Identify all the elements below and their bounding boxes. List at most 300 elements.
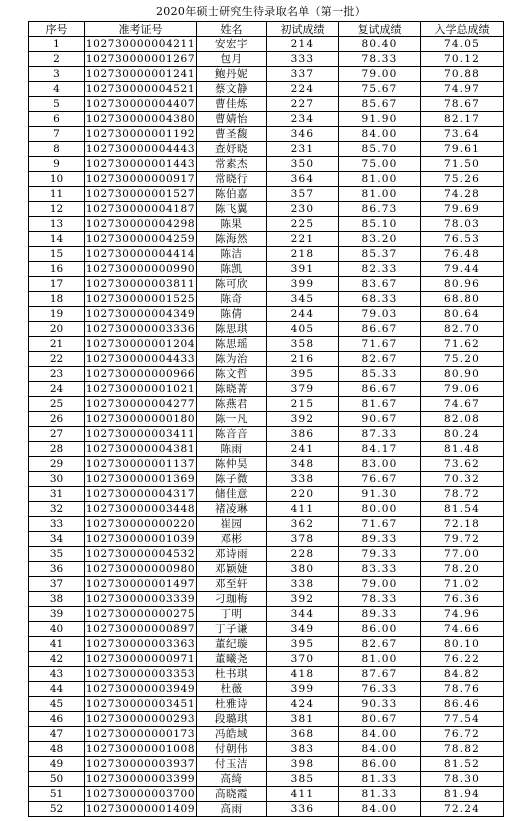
cell-index: 8 [29, 142, 85, 157]
cell-preliminary-score: 395 [267, 367, 339, 382]
cell-preliminary-score: 424 [267, 697, 339, 712]
table-row [29, 757, 504, 772]
table-row [29, 112, 504, 127]
cell-preliminary-score: 333 [267, 52, 339, 67]
cell-preliminary-score: 244 [267, 307, 339, 322]
cell-preliminary-score: 218 [267, 247, 339, 262]
cell-name: 陈子微 [197, 472, 267, 487]
cell-name: 曹圣馥 [197, 127, 267, 142]
cell-exam-number: 102730000000897 [85, 622, 196, 635]
cell-preliminary-score: 216 [267, 352, 339, 367]
cell-name: 蔡文静 [197, 82, 267, 97]
cell-total-score: 82.70 [421, 322, 504, 337]
cell-exam-number: 102730000004317 [85, 487, 196, 500]
cell-retest-score: 85.67 [339, 97, 421, 112]
cell-name: 曹婧怡 [197, 112, 267, 127]
cell-retest-score: 84.00 [339, 802, 421, 817]
cell-total-score: 78.82 [421, 742, 504, 757]
cell-preliminary-score: 398 [267, 757, 339, 772]
cell-name: 陈思琪 [197, 322, 267, 337]
table-row [29, 487, 504, 502]
cell-total-score: 71.02 [421, 577, 504, 592]
cell-index: 42 [29, 652, 85, 667]
cell-index: 10 [29, 172, 85, 187]
cell-index: 35 [29, 547, 85, 562]
cell-total-score: 80.64 [421, 307, 504, 322]
cell-retest-score: 89.33 [339, 532, 421, 547]
cell-preliminary-score: 405 [267, 322, 339, 337]
cell-name: 付朝伟 [197, 742, 267, 757]
table-row [29, 307, 504, 322]
header-retest-score: 复试成绩 [339, 22, 421, 37]
table-row [29, 82, 504, 97]
cell-preliminary-score: 418 [267, 667, 339, 682]
cell-exam-number: 102730000001241 [85, 67, 196, 80]
cell-preliminary-score: 385 [267, 772, 339, 787]
cell-exam-number: 102730000004211 [85, 37, 196, 50]
cell-total-score: 84.82 [421, 667, 504, 682]
cell-exam-number: 102730000004349 [85, 307, 196, 320]
cell-name: 丁明 [197, 607, 267, 622]
cell-retest-score: 79.00 [339, 67, 421, 82]
cell-retest-score: 81.00 [339, 172, 421, 187]
cell-retest-score: 81.00 [339, 652, 421, 667]
table-row [29, 352, 504, 367]
cell-index: 2 [29, 52, 85, 67]
cell-index: 20 [29, 322, 85, 337]
cell-total-score: 78.76 [421, 682, 504, 697]
cell-exam-number: 102730000004298 [85, 217, 196, 230]
cell-preliminary-score: 225 [267, 217, 339, 232]
cell-total-score: 82.08 [421, 412, 504, 427]
cell-name: 董纪璇 [197, 637, 267, 652]
cell-name: 陈飞翼 [197, 202, 267, 217]
table-row [29, 382, 504, 397]
cell-total-score: 79.72 [421, 532, 504, 547]
cell-name: 陈思瑶 [197, 337, 267, 352]
cell-total-score: 80.24 [421, 427, 504, 442]
cell-name: 邓至轩 [197, 577, 267, 592]
cell-total-score: 75.26 [421, 172, 504, 187]
cell-exam-number: 102730000004187 [85, 202, 196, 215]
cell-name: 冯皓域 [197, 727, 267, 742]
cell-exam-number: 102730000000966 [85, 367, 196, 380]
cell-retest-score: 81.33 [339, 787, 421, 802]
cell-total-score: 70.32 [421, 472, 504, 487]
cell-index: 31 [29, 487, 85, 502]
cell-name: 陈音音 [197, 427, 267, 442]
admission-table [28, 21, 504, 817]
cell-name: 邓诗雨 [197, 547, 267, 562]
table-row [29, 187, 504, 202]
cell-preliminary-score: 357 [267, 187, 339, 202]
cell-retest-score: 85.37 [339, 247, 421, 262]
table-row [29, 262, 504, 277]
table-row [29, 787, 504, 802]
cell-exam-number: 102730000001021 [85, 382, 196, 395]
cell-retest-score: 71.67 [339, 337, 421, 352]
cell-exam-number: 102730000001204 [85, 337, 196, 350]
cell-preliminary-score: 345 [267, 292, 339, 307]
cell-total-score: 76.22 [421, 652, 504, 667]
cell-preliminary-score: 349 [267, 622, 339, 637]
cell-retest-score: 86.67 [339, 382, 421, 397]
cell-exam-number: 102730000004532 [85, 547, 196, 560]
table-row [29, 127, 504, 142]
cell-preliminary-score: 383 [267, 742, 339, 757]
table-row [29, 592, 504, 607]
cell-name: 陈燕君 [197, 397, 267, 412]
cell-index: 7 [29, 127, 85, 142]
cell-index: 40 [29, 622, 85, 637]
cell-index: 45 [29, 697, 85, 712]
cell-preliminary-score: 399 [267, 682, 339, 697]
table-row [29, 667, 504, 682]
cell-exam-number: 102730000003811 [85, 277, 196, 290]
cell-index: 15 [29, 247, 85, 262]
cell-retest-score: 80.67 [339, 712, 421, 727]
cell-retest-score: 75.67 [339, 82, 421, 97]
cell-retest-score: 84.00 [339, 727, 421, 742]
cell-preliminary-score: 391 [267, 262, 339, 277]
cell-total-score: 74.28 [421, 187, 504, 202]
cell-total-score: 74.97 [421, 82, 504, 97]
cell-index: 19 [29, 307, 85, 322]
header-name: 姓名 [197, 22, 267, 37]
table-row [29, 442, 504, 457]
cell-name: 陈可欣 [197, 277, 267, 292]
document-title: 2020年硕士研究生待录取名单（第一批） [156, 5, 366, 18]
cell-preliminary-score: 350 [267, 157, 339, 172]
cell-preliminary-score: 411 [267, 787, 339, 802]
table-row [29, 247, 504, 262]
cell-exam-number: 102730000004259 [85, 232, 196, 245]
cell-total-score: 76.72 [421, 727, 504, 742]
cell-retest-score: 85.33 [339, 367, 421, 382]
cell-exam-number: 102730000000971 [85, 652, 196, 665]
table-header-row [29, 22, 504, 37]
cell-preliminary-score: 337 [267, 67, 339, 82]
cell-preliminary-score: 362 [267, 517, 339, 532]
cell-exam-number: 102730000003336 [85, 322, 196, 335]
cell-index: 28 [29, 442, 85, 457]
cell-retest-score: 81.67 [339, 397, 421, 412]
cell-preliminary-score: 368 [267, 727, 339, 742]
cell-total-score: 78.30 [421, 772, 504, 787]
cell-index: 46 [29, 712, 85, 727]
cell-index: 11 [29, 187, 85, 202]
table-row [29, 322, 504, 337]
cell-total-score: 79.69 [421, 202, 504, 217]
cell-exam-number: 102730000001137 [85, 457, 196, 470]
cell-retest-score: 79.03 [339, 307, 421, 322]
cell-retest-score: 86.67 [339, 322, 421, 337]
cell-exam-number: 102730000000990 [85, 262, 196, 275]
cell-name: 丁子谦 [197, 622, 267, 637]
cell-exam-number: 102730000001443 [85, 157, 196, 170]
cell-preliminary-score: 364 [267, 172, 339, 187]
cell-retest-score: 83.20 [339, 232, 421, 247]
cell-name: 陈仲昊 [197, 457, 267, 472]
cell-name: 查妤晓 [197, 142, 267, 157]
cell-preliminary-score: 231 [267, 142, 339, 157]
cell-exam-number: 102730000000220 [85, 517, 196, 530]
cell-total-score: 80.96 [421, 277, 504, 292]
cell-retest-score: 78.33 [339, 592, 421, 607]
cell-preliminary-score: 227 [267, 97, 339, 112]
cell-exam-number: 102730000000173 [85, 727, 196, 740]
cell-exam-number: 102730000000275 [85, 607, 196, 620]
cell-retest-score: 68.33 [339, 292, 421, 307]
cell-index: 29 [29, 457, 85, 472]
cell-index: 41 [29, 637, 85, 652]
cell-exam-number: 102730000001369 [85, 472, 196, 485]
cell-exam-number: 102730000003700 [85, 787, 196, 800]
cell-index: 33 [29, 517, 85, 532]
table-row [29, 67, 504, 82]
cell-name: 付玉洁 [197, 757, 267, 772]
cell-name: 董曦尧 [197, 652, 267, 667]
table-row [29, 412, 504, 427]
table-row [29, 337, 504, 352]
cell-preliminary-score: 380 [267, 562, 339, 577]
cell-name: 包月 [197, 52, 267, 67]
cell-retest-score: 83.67 [339, 277, 421, 292]
cell-total-score: 70.12 [421, 52, 504, 67]
cell-retest-score: 84.00 [339, 742, 421, 757]
table-body [29, 37, 504, 817]
cell-preliminary-score: 392 [267, 412, 339, 427]
cell-total-score: 76.53 [421, 232, 504, 247]
table-row [29, 52, 504, 67]
cell-name: 陈洁 [197, 247, 267, 262]
cell-preliminary-score: 399 [267, 277, 339, 292]
cell-total-score: 74.67 [421, 397, 504, 412]
cell-exam-number: 102730000000180 [85, 412, 196, 425]
cell-retest-score: 78.33 [339, 52, 421, 67]
cell-preliminary-score: 346 [267, 127, 339, 142]
cell-preliminary-score: 348 [267, 457, 339, 472]
cell-index: 25 [29, 397, 85, 412]
cell-index: 50 [29, 772, 85, 787]
cell-index: 38 [29, 592, 85, 607]
cell-exam-number: 102730000001409 [85, 802, 196, 815]
cell-index: 22 [29, 352, 85, 367]
cell-total-score: 81.48 [421, 442, 504, 457]
cell-index: 39 [29, 607, 85, 622]
cell-exam-number: 102730000004414 [85, 247, 196, 260]
cell-total-score: 81.54 [421, 502, 504, 517]
cell-total-score: 72.18 [421, 517, 504, 532]
cell-exam-number: 102730000004380 [85, 112, 196, 125]
cell-name: 常晓行 [197, 172, 267, 187]
table-row [29, 217, 504, 232]
cell-retest-score: 82.67 [339, 637, 421, 652]
cell-name: 邓彬 [197, 532, 267, 547]
cell-retest-score: 89.33 [339, 607, 421, 622]
cell-total-score: 78.03 [421, 217, 504, 232]
cell-preliminary-score: 338 [267, 577, 339, 592]
cell-preliminary-score: 215 [267, 397, 339, 412]
table-row [29, 772, 504, 787]
cell-exam-number: 102730000003451 [85, 697, 196, 710]
cell-retest-score: 81.33 [339, 772, 421, 787]
cell-retest-score: 76.33 [339, 682, 421, 697]
cell-name: 杜书琪 [197, 667, 267, 682]
header-preliminary-score: 初试成绩 [267, 22, 339, 37]
cell-index: 34 [29, 532, 85, 547]
cell-exam-number: 102730000003448 [85, 502, 196, 515]
cell-total-score: 70.88 [421, 67, 504, 82]
cell-exam-number: 102730000001008 [85, 742, 196, 755]
cell-exam-number: 102730000000980 [85, 562, 196, 575]
cell-exam-number: 102730000001525 [85, 292, 196, 305]
table-row [29, 802, 504, 817]
cell-total-score: 73.64 [421, 127, 504, 142]
cell-retest-score: 79.33 [339, 547, 421, 562]
cell-total-score: 79.06 [421, 382, 504, 397]
cell-exam-number: 102730000004277 [85, 397, 196, 410]
cell-index: 37 [29, 577, 85, 592]
cell-total-score: 82.17 [421, 112, 504, 127]
cell-index: 44 [29, 682, 85, 697]
cell-preliminary-score: 392 [267, 592, 339, 607]
cell-preliminary-score: 379 [267, 382, 339, 397]
cell-retest-score: 87.67 [339, 667, 421, 682]
cell-retest-score: 86.00 [339, 622, 421, 637]
cell-retest-score: 90.67 [339, 412, 421, 427]
table-row [29, 142, 504, 157]
cell-exam-number: 102730000003339 [85, 592, 196, 605]
cell-name: 陈果 [197, 217, 267, 232]
cell-preliminary-score: 395 [267, 637, 339, 652]
cell-index: 47 [29, 727, 85, 742]
cell-retest-score: 80.40 [339, 37, 421, 52]
table-row [29, 202, 504, 217]
table-row [29, 547, 504, 562]
table-row [29, 682, 504, 697]
cell-preliminary-score: 386 [267, 427, 339, 442]
cell-preliminary-score: 224 [267, 82, 339, 97]
table-row [29, 367, 504, 382]
cell-retest-score: 86.73 [339, 202, 421, 217]
table-row [29, 607, 504, 622]
cell-exam-number: 102730000001267 [85, 52, 196, 65]
table-row [29, 517, 504, 532]
cell-retest-score: 76.67 [339, 472, 421, 487]
cell-name: 陈伯嘉 [197, 187, 267, 202]
cell-preliminary-score: 234 [267, 112, 339, 127]
cell-retest-score: 91.30 [339, 487, 421, 502]
cell-index: 1 [29, 37, 85, 52]
cell-index: 48 [29, 742, 85, 757]
cell-retest-score: 82.67 [339, 352, 421, 367]
cell-name: 陈倩 [197, 307, 267, 322]
cell-preliminary-score: 411 [267, 502, 339, 517]
cell-name: 高雨 [197, 802, 267, 817]
cell-retest-score: 81.00 [339, 187, 421, 202]
cell-index: 13 [29, 217, 85, 232]
table-row [29, 652, 504, 667]
cell-total-score: 77.00 [421, 547, 504, 562]
cell-preliminary-score: 344 [267, 607, 339, 622]
cell-total-score: 81.94 [421, 787, 504, 802]
cell-total-score: 76.48 [421, 247, 504, 262]
cell-total-score: 78.72 [421, 487, 504, 502]
table-row [29, 232, 504, 247]
cell-index: 26 [29, 412, 85, 427]
cell-name: 高晓霞 [197, 787, 267, 802]
cell-exam-number: 102730000001192 [85, 127, 196, 140]
table-row [29, 277, 504, 292]
table-row [29, 577, 504, 592]
table-row [29, 427, 504, 442]
table-row [29, 97, 504, 112]
cell-exam-number: 102730000004407 [85, 97, 196, 110]
table-row [29, 157, 504, 172]
cell-exam-number: 102730000003353 [85, 667, 196, 680]
cell-index: 43 [29, 667, 85, 682]
cell-name: 安宏宇 [197, 37, 267, 52]
cell-name: 储佳意 [197, 487, 267, 502]
cell-name: 崔园 [197, 517, 267, 532]
cell-total-score: 76.36 [421, 592, 504, 607]
cell-exam-number: 102730000004443 [85, 142, 196, 155]
table-row [29, 532, 504, 547]
cell-retest-score: 85.10 [339, 217, 421, 232]
cell-index: 16 [29, 262, 85, 277]
cell-total-score: 81.52 [421, 757, 504, 772]
cell-preliminary-score: 358 [267, 337, 339, 352]
cell-index: 21 [29, 337, 85, 352]
cell-retest-score: 75.00 [339, 157, 421, 172]
cell-retest-score: 87.33 [339, 427, 421, 442]
cell-index: 51 [29, 787, 85, 802]
cell-exam-number: 102730000001497 [85, 577, 196, 590]
cell-exam-number: 102730000000293 [85, 712, 196, 725]
cell-name: 陈为治 [197, 352, 267, 367]
cell-exam-number: 102730000003363 [85, 637, 196, 650]
cell-index: 3 [29, 67, 85, 82]
cell-total-score: 73.62 [421, 457, 504, 472]
cell-total-score: 68.80 [421, 292, 504, 307]
cell-total-score: 77.54 [421, 712, 504, 727]
cell-name: 段璐琪 [197, 712, 267, 727]
cell-name: 陈一凡 [197, 412, 267, 427]
table-row [29, 712, 504, 727]
cell-preliminary-score: 228 [267, 547, 339, 562]
cell-name: 鲍丹妮 [197, 67, 267, 82]
cell-index: 5 [29, 97, 85, 112]
cell-index: 27 [29, 427, 85, 442]
cell-retest-score: 83.00 [339, 457, 421, 472]
cell-preliminary-score: 241 [267, 442, 339, 457]
cell-name: 陈文哲 [197, 367, 267, 382]
cell-retest-score: 86.00 [339, 757, 421, 772]
table-row [29, 697, 504, 712]
header-exam-number: 准考证号 [85, 22, 197, 37]
cell-exam-number: 102730000003937 [85, 757, 196, 770]
cell-retest-score: 84.00 [339, 127, 421, 142]
cell-preliminary-score: 381 [267, 712, 339, 727]
cell-name: 杜雅诗 [197, 697, 267, 712]
cell-preliminary-score: 221 [267, 232, 339, 247]
cell-index: 32 [29, 502, 85, 517]
cell-index: 18 [29, 292, 85, 307]
cell-exam-number: 102730000001039 [85, 532, 196, 545]
cell-total-score: 80.90 [421, 367, 504, 382]
cell-preliminary-score: 336 [267, 802, 339, 817]
